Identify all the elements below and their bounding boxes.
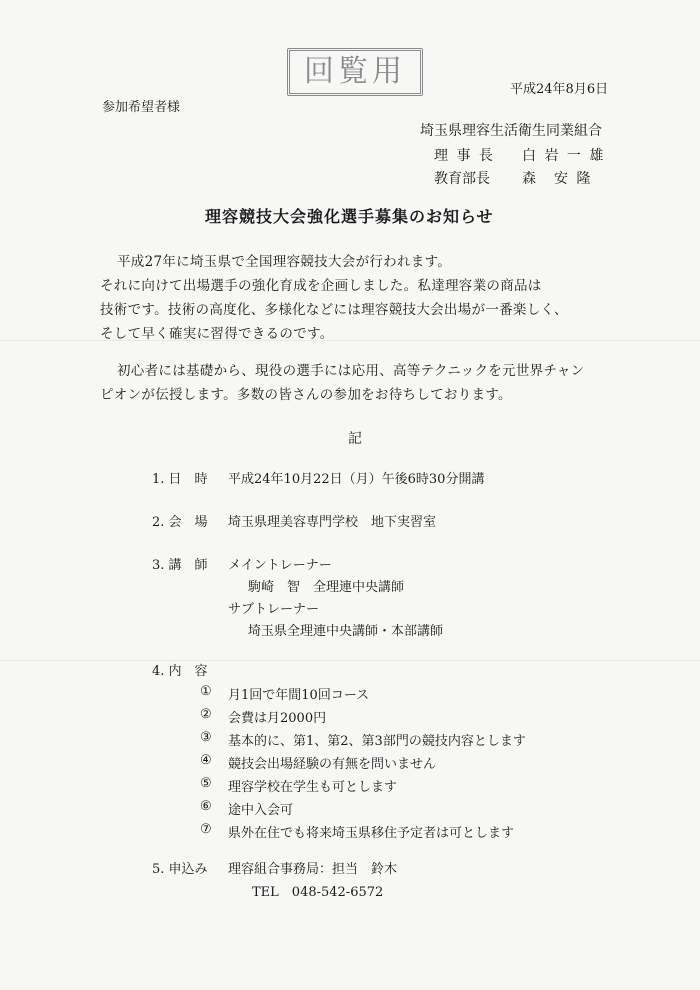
chair-title: 理 事 長: [434, 148, 495, 164]
list-number: ①: [200, 684, 212, 699]
edu-name: 森 安 隆: [522, 171, 593, 187]
list-number: ⑦: [200, 822, 212, 837]
item-value: 埼玉県理美容専門学校 地下実習室: [228, 515, 437, 530]
list-item: 月1回で年間10回コース: [228, 688, 370, 703]
list-item: 県外在住でも将来埼玉県移住予定者は可とします: [228, 826, 515, 841]
circulation-stamp: 回覧用: [287, 48, 423, 96]
list-number: ⑥: [200, 799, 212, 814]
list-item: 途中入会可: [228, 803, 294, 818]
paragraph-line: 平成27年に埼玉県で全国理容競技大会が行われます。: [117, 254, 452, 270]
item-label: 2. 会 場: [152, 515, 208, 530]
edu-title: 教育部長: [434, 171, 490, 187]
list-item: 基本的に、第1、第2、第3部門の競技内容とします: [228, 734, 526, 749]
item-value: 理容組合事務局：担当 鈴木: [228, 862, 398, 877]
paragraph-line: それに向けて出場選手の強化育成を企画しました。私達理容業の商品は: [100, 278, 542, 294]
item-label: 5. 申込み: [152, 862, 208, 877]
paragraph-line: そして早く確実に習得できるのです。: [100, 326, 334, 342]
instructor-name: 埼玉県全理連中央講師・本部講師: [248, 624, 444, 639]
item-label: 1. 日 時: [152, 472, 208, 487]
paragraph-line: 技術です。技術の高度化、多様化などには理容競技大会出場が一番楽しく、: [100, 302, 568, 318]
chair-name: 白 岩 一 雄: [522, 148, 606, 164]
list-item: 競技会出場経験の有無を問いません: [228, 757, 437, 772]
list-item: 会費は月2000円: [228, 711, 327, 726]
instructor-role: メイントレーナー: [228, 558, 332, 573]
list-number: ②: [200, 707, 212, 722]
fold-line: [0, 660, 700, 661]
document-title: 理容競技大会強化選手募集のお知らせ: [205, 207, 494, 226]
sender-org: 埼玉県理容生活衛生同業組合: [420, 123, 602, 139]
item-label: 4. 内 容: [152, 664, 208, 679]
item-value: 平成24年10月22日（月）午後6時30分開講: [228, 472, 485, 487]
instructor-role: サブトレーナー: [228, 602, 320, 617]
item-label: 3. 講 師: [152, 558, 208, 573]
list-number: ④: [200, 753, 212, 768]
document-date: 平成24年8月6日: [510, 82, 609, 97]
phone-number: TEL 048-542-6572: [252, 885, 384, 900]
paragraph-line: ピオンが伝授します。多数の皆さんの参加をお待ちしております。: [100, 387, 512, 403]
list-number: ③: [200, 730, 212, 745]
list-item: 理容学校在学生も可とします: [228, 780, 398, 795]
instructor-name: 駒崎 智 全理連中央講師: [248, 580, 405, 595]
list-number: ⑤: [200, 776, 212, 791]
addressee: 参加希望者様: [102, 100, 181, 115]
paragraph-line: 初心者には基礎から、現役の選手には応用、高等テクニックを元世界チャン: [117, 363, 585, 379]
ki-heading: 記: [348, 431, 362, 447]
